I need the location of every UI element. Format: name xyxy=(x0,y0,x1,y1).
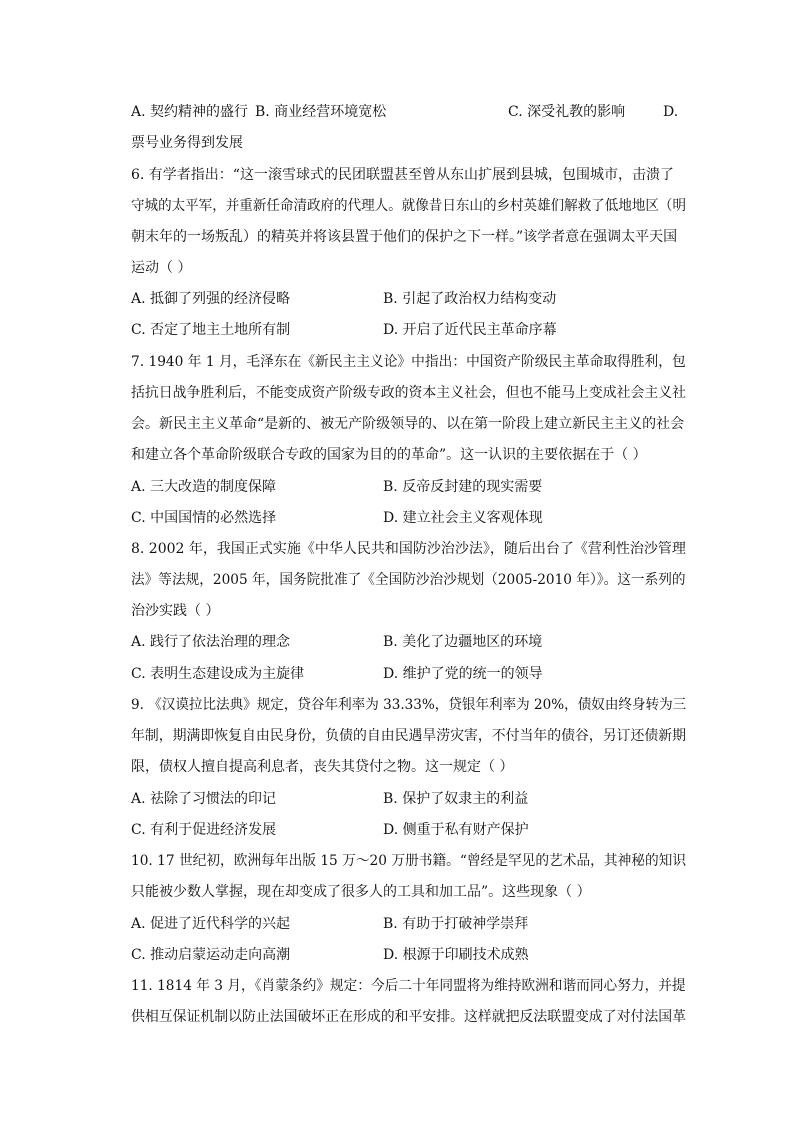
q6-option-c: C. 否定了地主土地所有制 xyxy=(131,322,291,338)
q5-option-c: C. 深受礼教的影响 xyxy=(508,104,626,120)
q8-stem-line: 8. 2002 年，我国正式实施《中华人民共和国防沙治沙法》，随后出台了《营利性治沙管理 xyxy=(131,541,686,557)
q11-stem-line: 供相互保证机制以防止法国破坏正在形成的和平安排。这样就把反法联盟变成了对付法国革 xyxy=(131,1009,687,1025)
q7-option-a: A. 三大改造的制度保障 xyxy=(131,479,277,495)
q8-option-c: C. 表明生态建设成为主旋律 xyxy=(131,666,305,682)
q8-option-a: A. 践行了依法治理的理念 xyxy=(131,634,291,650)
q6-stem-line: 朝末年的一场叛乱）的精英并将该县置于他们的保护之下一样。”该学者意在强调太平天国 xyxy=(131,229,678,245)
q7-option-d: D. 建立社会主义客观体现 xyxy=(383,510,543,526)
q8-option-d: D. 维护了党的统一的领导 xyxy=(383,666,543,682)
q6-stem-line: 运动（ ） xyxy=(131,260,192,276)
q6-option-b: B. 引起了政治权力结构变动 xyxy=(383,291,557,307)
q6-stem-line: 守城的太平军，并重新任命清政府的代理人。就像昔日东山的乡村英雄们解救了低地地区（明 xyxy=(131,198,687,214)
q5-option-a: A. 契约精神的盛行 xyxy=(131,104,249,120)
q6-option-d: D. 开启了近代民主革命序幕 xyxy=(383,322,557,338)
q9-option-d: D. 侧重于私有财产保护 xyxy=(383,822,529,838)
q7-stem-line: 会。新民主主义革命“是新的、被无产阶级领导的、以在第一阶段上建立新民主主义的社会 xyxy=(131,416,685,432)
q10-option-a: A. 促进了近代科学的兴起 xyxy=(131,916,291,932)
q9-stem-line: 9. 《汉谟拉比法典》规定，贷谷年利率为 33.33%，贷银年利率为 20%，债奴由终身转为三 xyxy=(131,697,687,713)
q5-option-b: B. 商业经营环境宽松 xyxy=(255,104,387,120)
q6-stem-line: 6. 有学者指出：“这一滚雪球式的民团联盟甚至曾从东山扩展到县城，包围城市，击溃了 xyxy=(131,167,674,183)
q10-option-c: C. 推动启蒙运动走向高潮 xyxy=(131,947,291,963)
q6-option-a: A. 抵御了列强的经济侵略 xyxy=(131,291,291,307)
q9-option-b: B. 保护了奴隶主的利益 xyxy=(383,791,529,807)
q9-option-c: C. 有利于促进经济发展 xyxy=(131,822,277,838)
q8-stem-line: 治沙实践（ ） xyxy=(131,603,220,619)
q9-option-a: A. 祛除了习惯法的印记 xyxy=(131,791,277,807)
q5-option-d-text: 票号业务得到发展 xyxy=(131,135,243,151)
q7-option-b: B. 反帝反封建的现实需要 xyxy=(383,479,543,495)
q10-stem-line: 只能被少数人掌握，现在却变成了很多人的工具和加工品”。这些现象（ ） xyxy=(131,884,591,900)
q10-option-b: B. 有助于打破神学崇拜 xyxy=(383,916,529,932)
q5-option-d-marker: D. xyxy=(663,104,679,120)
q7-option-c: C. 中国国情的必然选择 xyxy=(131,510,277,526)
q9-stem-line: 限，债权人擅自提高利息者，丧失其贷付之物。这一规定（ ） xyxy=(131,759,514,775)
q10-option-d: D. 根源于印刷技术成熟 xyxy=(383,947,529,963)
q7-stem-line: 括抗日战争胜利后，不能变成资产阶级专政的资本主义社会，但也不能马上变成社会主义社 xyxy=(131,385,687,401)
q9-stem-line: 年制，期满即恢复自由民身份，负债的自由民遇旱涝灾害，不付当年的债谷，另订还债新期 xyxy=(131,728,687,744)
q8-stem-line: 法》等法规，2005 年，国务院批准了《全国防沙治沙规划（2005-2010 年）》。这一系列的 xyxy=(131,572,686,588)
q7-stem-line: 和建立各个革命阶级联合专政的国家为目的的革命”。这一认识的主要依据在于（ ） xyxy=(131,447,647,463)
q8-option-b: B. 美化了边疆地区的环境 xyxy=(383,634,543,650)
q7-stem-line: 7. 1940 年 1 月，毛泽东在《新民主主义论》中指出：中国资产阶级民主革命取得胜利，包 xyxy=(131,354,686,370)
q11-stem-line: 11. 1814 年 3 月，《肖蒙条约》规定：今后二十年同盟将为维持欧洲和谐而同心努力，并提 xyxy=(131,978,686,994)
q10-stem-line: 10. 17 世纪初，欧洲每年出版 15 万～20 万册书籍。“曾经是罕见的艺术品，其神秘的知识 xyxy=(131,853,687,869)
